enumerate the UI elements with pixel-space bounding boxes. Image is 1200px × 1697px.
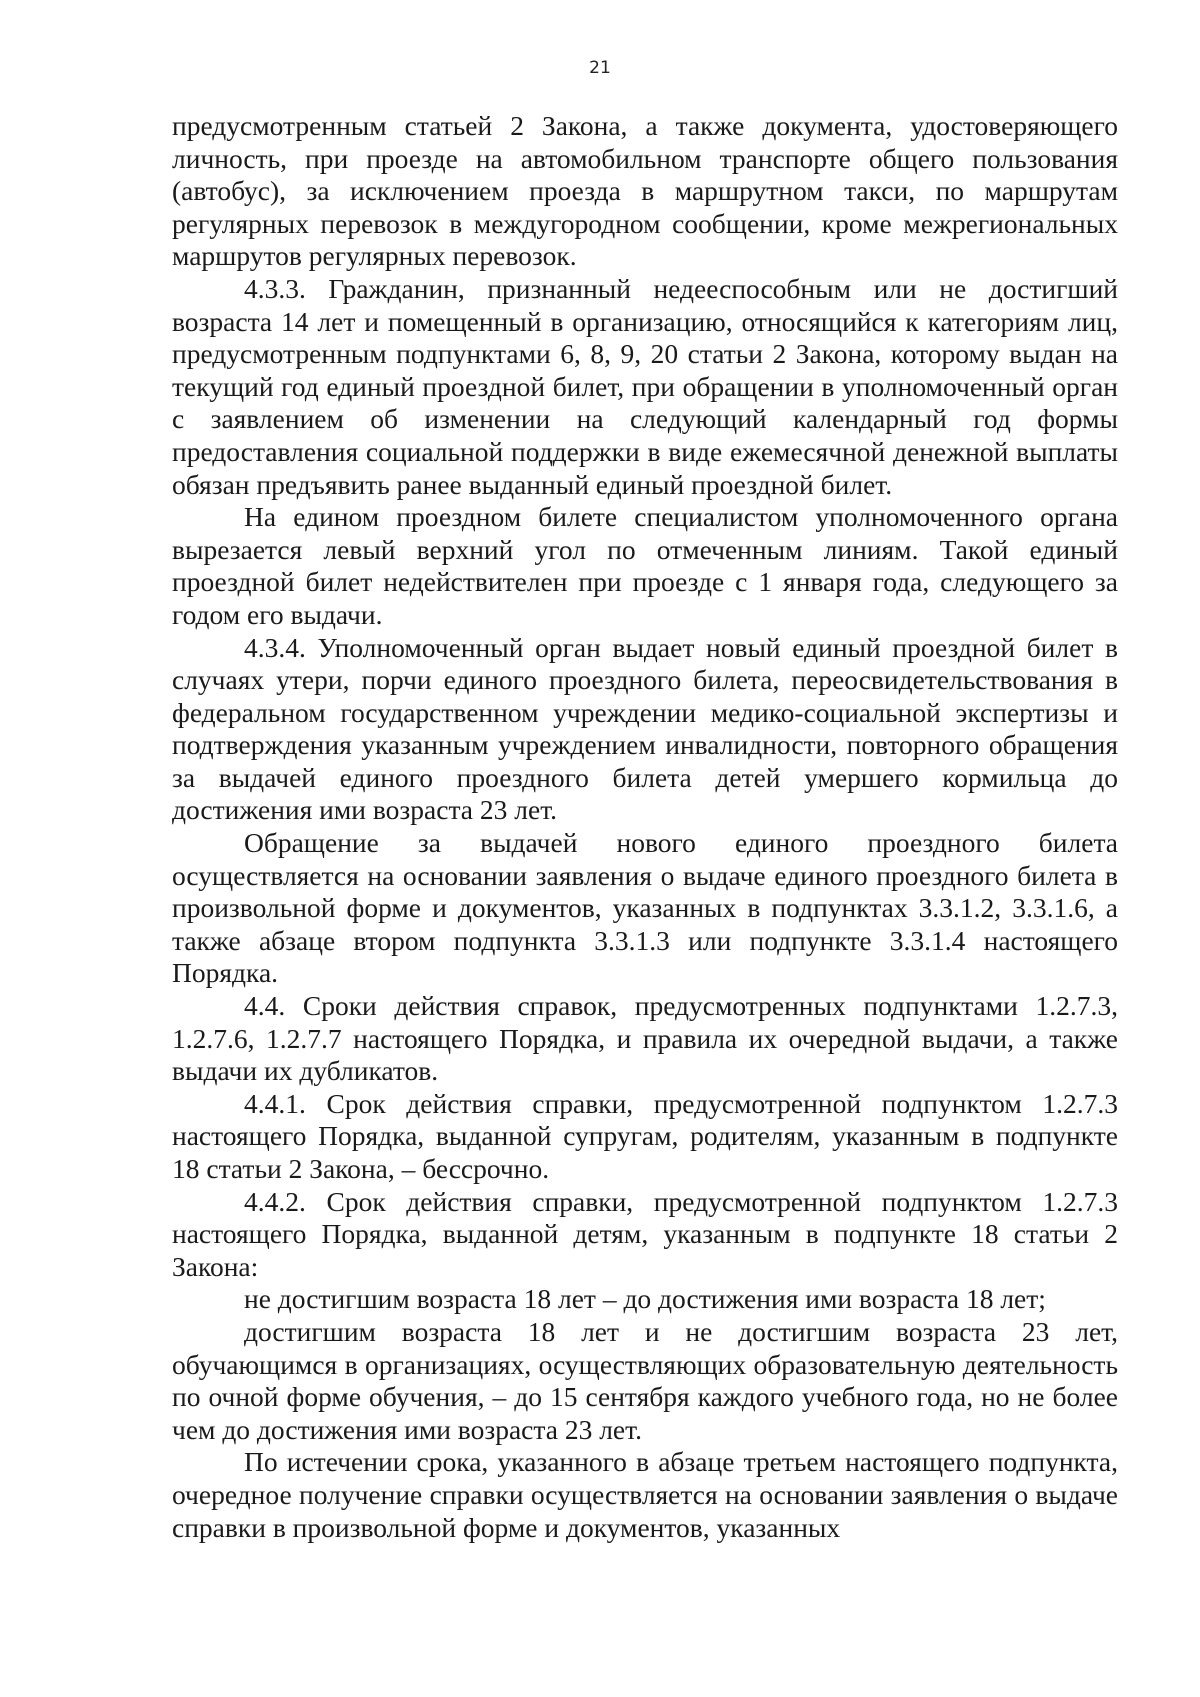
paragraph-new-ticket-request: Обращение за выдачей нового единого проездного билета осуществляется на основании заявления о выдаче единого проездного билета в произвольной форме и документов, указанных в подпунктах 3.3.1.2, 3.3.1.6, а также абзаце втором подпункта 3.3.1.3 или подпункте 3.3.1.4 настоящего Порядка. (172, 827, 1118, 989)
paragraph-after-expiry: По истечении срока, указанного в абзаце третьем настоящего подпункта, очередное получение справки осуществляется на основании заявления о выдаче справки в произвольной форме и документов, указанных (172, 1446, 1118, 1543)
paragraph-4-4: 4.4. Сроки действия справок, предусмотренных подпунктами 1.2.7.3, 1.2.7.6, 1.2.7.7 настоящего Порядка, и правила их очередной выдачи, а также выдачи их дубликатов. (172, 990, 1118, 1087)
document-body (172, 110, 1118, 1544)
page-number: 21 (589, 58, 611, 78)
paragraph-4-4-2: 4.4.2. Срок действия справки, предусмотренной подпунктом 1.2.7.3 настоящего Порядка, выданной детям, указанным в подпункте 18 статьи 2 Закона: (172, 1185, 1118, 1282)
paragraph-1: предусмотренным статьей 2 Закона, а также документа, удостоверяющего личность, при проезде на автомобильном транспорте общего пользования (автобус), за исключением проезда в маршрутном такси, по маршрутам регулярных перевозок в междугородном сообщении, кроме межрегиональных маршрутов регулярных перевозок. (172, 110, 1118, 272)
paragraph-18-to-23: достигшим возраста 18 лет и не достигшим возраста 23 лет, обучающимся в организациях, осуществляющих образовательную деятельность по очной форме обучения, – до 15 сентября каждого учебного года, но не более чем до достижения ими возраста 23 лет. (172, 1315, 1118, 1445)
paragraph-4-3-3: 4.3.3. Гражданин, признанный недееспособным или не достигший возраста 14 лет и помещенный в организацию, относящийся к категориям лиц, предусмотренным подпунктами 6, 8, 9, 20 статьи 2 Закона, которому выдан на текущий год единый проездной билет, при обращении в уполномоченный орган с заявлением об изменении на следующий календарный год формы предоставления социальной поддержки в виде ежемесячной денежной выплаты обязан предъявить ранее выданный единый проездной билет. (172, 272, 1118, 500)
paragraph-ticket-cut: На едином проездном билете специалистом уполномоченного органа вырезается левый верхний угол по отмеченным линиям. Такой единый проездной билет недействителен при проезде с 1 января года, следующего за годом его выдачи. (172, 501, 1118, 630)
paragraph-4-4-1: 4.4.1. Срок действия справки, предусмотренной подпунктом 1.2.7.3 настоящего Порядка, выданной супругам, родителям, указанным в подпункте 18 статьи 2 Закона, – бессрочно. (172, 1087, 1118, 1184)
paragraph-4-3-4: 4.3.4. Уполномоченный орган выдает новый единый проездной билет в случаях утери, порчи единого проездного билета, переосвидетельствования в федеральном государственном учреждении медико-социальной экспертизы и подтверждения указанным учреждением инвалидности, повторного обращения за выдачей единого проездного билета детей умершего кормильца до достижения ими возраста 23 лет. (172, 631, 1118, 826)
paragraph-under-18: не достигшим возраста 18 лет – до достижения ими возраста 18 лет; (244, 1283, 1046, 1315)
